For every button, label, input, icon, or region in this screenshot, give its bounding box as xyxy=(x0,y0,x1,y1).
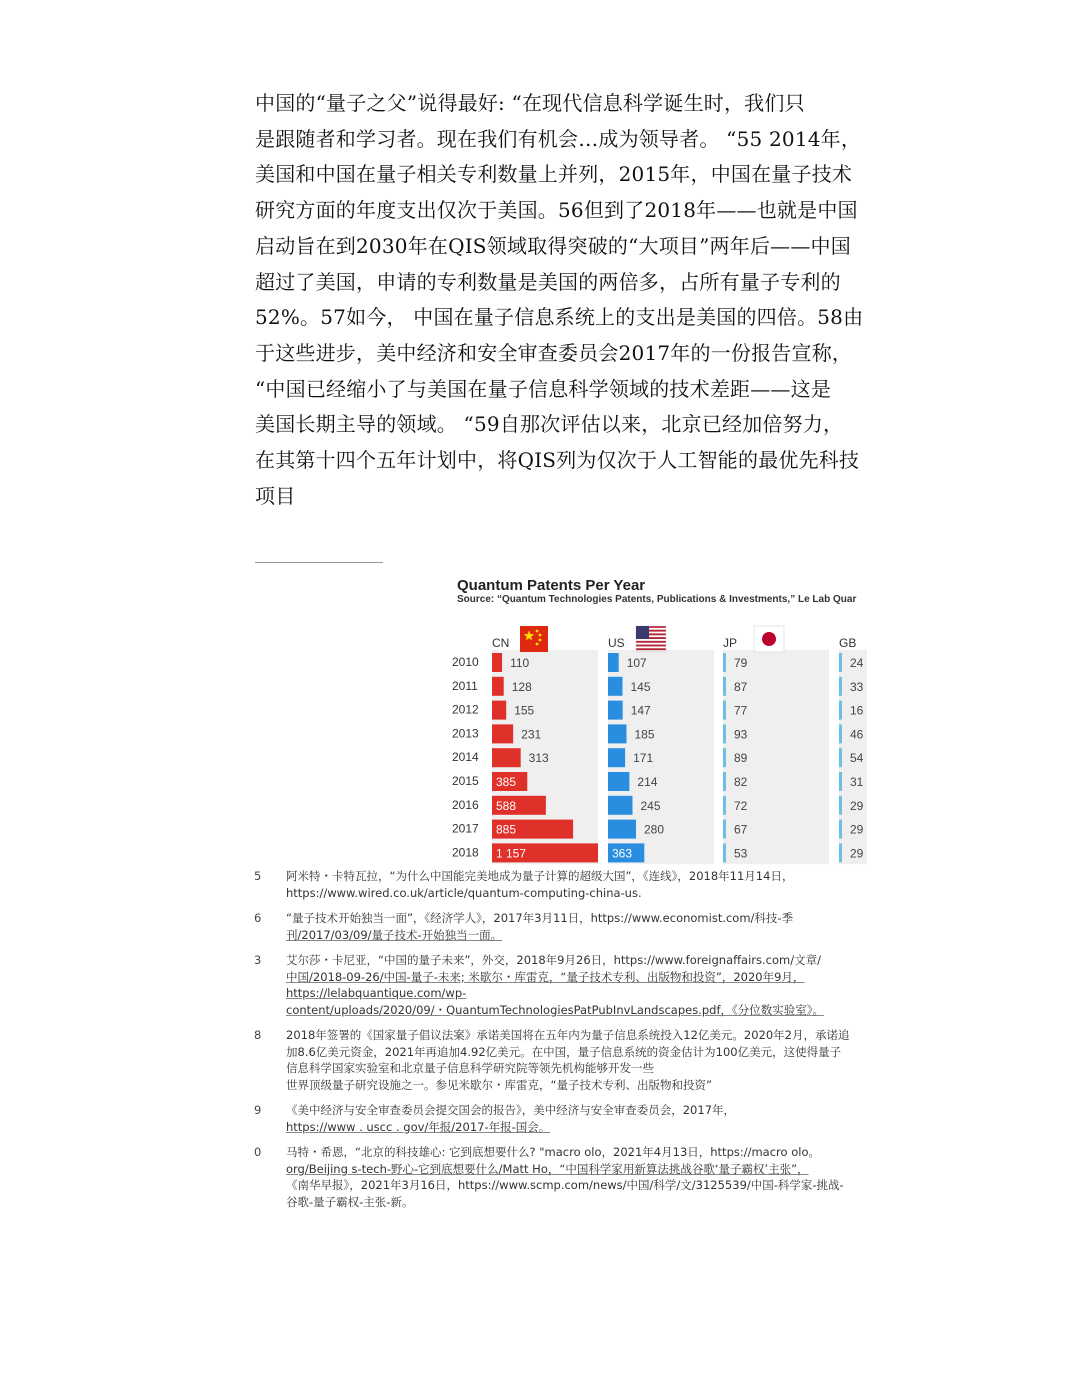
bar-us xyxy=(608,701,623,720)
bar-jp xyxy=(723,724,726,743)
value-label-jp: 87 xyxy=(734,679,748,694)
footnote xyxy=(254,1144,894,1210)
bar-jp xyxy=(723,748,726,767)
year-label: 2014 xyxy=(452,750,479,765)
value-label-us: 171 xyxy=(633,751,654,766)
footnote-line: 马特・希恩，“北京的科技雄心: 它到底想要什么? "macro olo，2021年4月13日，https://macro olo。 xyxy=(286,1145,820,1159)
footnote-line: 信息科学国家实验室和北京量子信息科学研究院等领先机构能够开发一些 xyxy=(286,1061,654,1075)
footnote xyxy=(254,910,894,943)
value-label-gb: 16 xyxy=(850,703,864,718)
bar-jp xyxy=(723,677,726,696)
series-label-jp: JP xyxy=(723,636,738,650)
bar-jp xyxy=(723,796,726,815)
footnote-line: https://lelabquantique.com/wp- xyxy=(286,986,467,1000)
bar-gb xyxy=(839,843,842,862)
body-line: 项目 xyxy=(255,483,296,508)
bar-jp xyxy=(723,653,726,672)
bar-gb xyxy=(839,772,842,791)
bar-gb xyxy=(839,820,842,839)
footnote-line: “量子技术开始独当一面”，《经济学人》，2017年3月11日，https://www.economist.com/科技-季 xyxy=(286,911,794,925)
footnote-line: 2018年签署的《国家量子倡议法案》承诺美国将在五年内为量子信息系统投入12亿美元。2020年2月，承诺追 xyxy=(286,1028,850,1042)
bar-us xyxy=(608,772,629,791)
bar-cn xyxy=(492,653,502,672)
bar-cn xyxy=(492,748,521,767)
value-label-gb: 29 xyxy=(850,846,864,861)
value-label-gb: 46 xyxy=(850,727,864,742)
footnote-line: https://www . uscc . gov/年报/2017-年报-国会。 xyxy=(286,1119,551,1134)
value-label-gb: 54 xyxy=(850,751,864,766)
footnote-line: 《美中经济与安全审查委员会提交国会的报告》，美中经济与安全审查委员会，2017年， xyxy=(286,1103,736,1117)
body-line: 中国的“量子之父”说得最好: “在现代信息科学诞生时，我们只 xyxy=(255,91,805,115)
footnote xyxy=(254,952,894,1018)
footnote-number: 9 xyxy=(254,1103,262,1117)
value-label-jp: 77 xyxy=(734,703,748,718)
usa-flag-canton xyxy=(636,626,649,639)
value-label-us: 147 xyxy=(630,703,651,718)
value-label-cn: 128 xyxy=(511,679,532,694)
china-flag-small-star xyxy=(536,630,539,633)
footnote-line: https://www.wired.co.uk/article/quantum-computing-china-us. xyxy=(286,885,642,900)
value-label-gb: 31 xyxy=(850,775,864,789)
value-label-cn: 110 xyxy=(510,656,530,670)
footnote-line: 刊/2017/03/09/量子技术-开始独当一面。 xyxy=(286,927,503,942)
bar-us xyxy=(608,653,619,672)
value-label-jp: 67 xyxy=(734,822,748,837)
chart-source: Source: “Quantum Technologies Patents, Publications & Investments,” Le Lab Quar xyxy=(457,594,857,605)
bar-gb xyxy=(839,796,842,815)
value-label-cn: 313 xyxy=(528,751,549,766)
value-label-jp: 93 xyxy=(734,727,748,742)
usa-flag-stripe xyxy=(636,641,666,643)
value-label-us: 363 xyxy=(612,846,633,861)
value-label-jp: 53 xyxy=(734,846,748,861)
chart-canvas xyxy=(448,572,876,868)
footnote-number: 6 xyxy=(254,911,262,925)
body-line: 在其第十四个五年计划中，将QIS列为仅次于人工智能的最优先科技 xyxy=(255,448,860,473)
bar-cn xyxy=(492,701,506,720)
bar-jp xyxy=(723,843,726,862)
year-label: 2010 xyxy=(452,655,479,669)
footnote-line: 《南华早报》，2021年3月16日，https://www.scmp.com/news/中国/科学/文/3125539/中国-科学家-挑战- xyxy=(286,1178,844,1192)
year-label: 2015 xyxy=(452,774,479,788)
japan-flag-disc xyxy=(762,632,776,646)
value-label-us: 107 xyxy=(626,656,647,670)
body-line: “中国已经缩小了与美国在量子信息科学领域的技术差距——这是 xyxy=(255,376,832,401)
value-label-gb: 24 xyxy=(850,656,864,670)
footnote-number: 0 xyxy=(254,1145,262,1159)
series-label-cn: CN xyxy=(492,636,510,650)
bar-us xyxy=(608,820,636,839)
footnote-separator xyxy=(255,562,383,563)
year-label: 2011 xyxy=(452,678,478,693)
body-line: 美国和中国在量子相关专利数量上并列，2015年，中国在量子技术 xyxy=(255,162,853,187)
footnotes xyxy=(254,868,894,1219)
footnote xyxy=(254,868,894,901)
value-label-jp: 89 xyxy=(734,751,748,766)
body-line: 启动旨在到2030年在QIS领域取得突破的“大项目”两年后——中国 xyxy=(255,233,851,258)
footnote-line: content/uploads/2020/09/・QuantumTechnologiesPatPubInvLandscapes.pdf，《分位数实验室》。 xyxy=(286,1002,824,1017)
bar-jp xyxy=(723,820,726,839)
bar-jp xyxy=(723,701,726,720)
footnote-line: 中国/2018-09-26/中国-量子-未来; 米歇尔・库雷克，“量子技术专利、出版物和投资”，2020年9月， xyxy=(286,969,805,984)
value-label-us: 245 xyxy=(640,798,661,813)
footnote xyxy=(254,1027,894,1093)
body-line: 美国长期主导的领域。 “59自那次评估以来，北京已经加倍努力， xyxy=(255,412,844,437)
bar-cn xyxy=(492,677,504,696)
china-flag-icon xyxy=(520,626,548,652)
value-label-jp: 79 xyxy=(734,656,748,670)
footnote-line: 阿米特・卡特瓦拉，“为什么中国能完美地成为量子计算的超级大国”，《连线》，2018年11月14日， xyxy=(286,869,794,883)
bar-gb xyxy=(839,677,842,696)
footnote-line: 谷歌-量子霸权-主张-新。 xyxy=(286,1194,414,1209)
value-label-cn: 588 xyxy=(496,798,517,813)
china-flag-small-star xyxy=(539,639,542,642)
value-label-gb: 33 xyxy=(850,679,864,694)
bar-us xyxy=(608,724,627,743)
footnote-number: 3 xyxy=(254,953,262,967)
body-line: 是跟随者和学习者。现在我们有机会…成为领导者。 “55 2014年， xyxy=(255,126,862,151)
footnote-line: 加8.6亿美元资金，2021年再追加4.92亿美元。在中国，量子信息系统的资金估计为100亿美元，这使得量子 xyxy=(286,1044,842,1059)
body-paragraph xyxy=(255,86,875,514)
footnote xyxy=(254,1102,894,1135)
bar-gb xyxy=(839,724,842,743)
china-flag-small-star xyxy=(536,643,539,646)
quantum-patents-chart xyxy=(448,572,876,868)
usa-flag-stripe xyxy=(636,648,666,650)
chart-title: Quantum Patents Per Year xyxy=(457,577,646,594)
series-label-gb: GB xyxy=(839,636,857,650)
year-label: 2013 xyxy=(452,726,479,741)
value-label-cn: 385 xyxy=(496,775,517,789)
body-line: 52%。57如今， 中国在量子信息系统上的支出是美国的四倍。58由 xyxy=(255,305,864,330)
usa-flag-stripe xyxy=(636,645,666,647)
footnote-line: 世界顶级量子研究设施之一。参见米歇尔・库雷克，“量子技术专利、出版物和投资” xyxy=(286,1077,712,1092)
body-line: 研究方面的年度支出仅次于美国。56但到了2018年——也就是中国 xyxy=(255,198,858,223)
footnote-line: 艾尔莎・卡尼亚，“中国的量子未来”，外交，2018年9月26日，https://www.foreignaffairs.com/文章/ xyxy=(286,953,821,967)
year-label: 2012 xyxy=(452,702,479,717)
value-label-cn: 231 xyxy=(521,727,542,742)
bar-gb xyxy=(839,701,842,720)
china-flag-small-star xyxy=(539,634,542,637)
bar-gb xyxy=(839,748,842,767)
value-label-jp: 72 xyxy=(734,798,748,813)
value-label-cn: 885 xyxy=(496,822,517,837)
value-label-cn: 155 xyxy=(514,703,535,718)
value-label-us: 185 xyxy=(634,727,655,742)
value-label-cn: 1 157 xyxy=(496,846,527,861)
year-label: 2016 xyxy=(452,797,479,812)
footnote-number: 5 xyxy=(254,869,262,883)
bar-cn xyxy=(492,724,513,743)
bar-gb xyxy=(839,653,842,672)
bar-us xyxy=(608,748,625,767)
body-line: 超过了美国，申请的专利数量是美国的两倍多，占所有量子专利的 xyxy=(255,269,841,294)
year-label: 2018 xyxy=(452,845,479,860)
bar-us xyxy=(608,796,633,815)
value-label-us: 214 xyxy=(637,775,658,789)
year-label: 2017 xyxy=(452,821,479,836)
bar-jp xyxy=(723,772,726,791)
series-label-us: US xyxy=(608,636,625,650)
body-line: 于这些进步，美中经济和安全审查委员会2017年的一份报告宣称， xyxy=(255,340,853,365)
bar-us xyxy=(608,677,623,696)
value-label-gb: 29 xyxy=(850,798,864,813)
value-label-jp: 82 xyxy=(734,775,748,789)
value-label-gb: 29 xyxy=(850,822,864,837)
value-label-us: 145 xyxy=(630,679,651,694)
value-label-us: 280 xyxy=(644,822,665,837)
footnote-number: 8 xyxy=(254,1028,262,1042)
footnote-line: org/Beijing s-tech-野心-它到底想要什么/Matt Ho，“中国科学家用新算法挑战谷歌‘量子霸权’主张”， xyxy=(286,1161,809,1176)
